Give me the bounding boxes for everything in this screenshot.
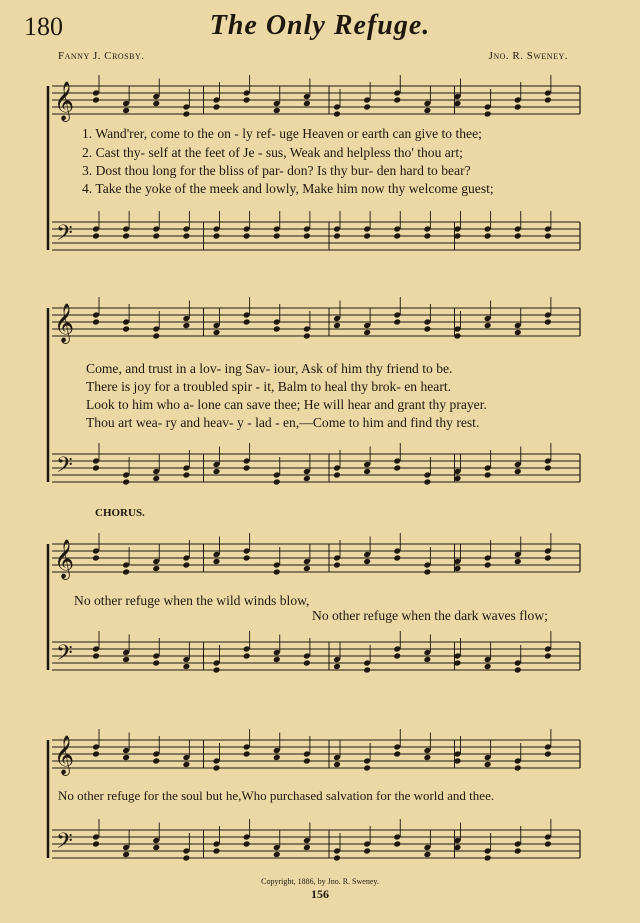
system-2-bass-note <box>514 468 522 475</box>
verse-4-line-1: 4. Take the yoke of the meek and lowly, Make him now thy welcome guest; <box>82 181 494 196</box>
system-1-treble-note <box>122 107 130 114</box>
system-1-bass-note <box>363 232 371 239</box>
system-2-treble-note <box>273 325 281 332</box>
chorus-line-1: No other refuge when the wild winds blow, <box>74 593 310 608</box>
system-4-bass-note <box>393 840 401 847</box>
system-4-bass-note <box>484 854 492 861</box>
chorus-line-3: No other refuge for the soul but he,Who purchased salvation for the world and thee. <box>58 788 495 803</box>
system-1-bass-note <box>514 232 522 239</box>
system-4-treble-note <box>393 750 401 757</box>
system-2-bass-note <box>182 471 190 478</box>
system-1-bass-note <box>243 232 251 239</box>
system-4-bass-note <box>152 844 160 851</box>
verse-1-line-1: 1. Wand'rer, come to the on - ly ref- uge Heaven or earth can give to thee; <box>82 126 482 141</box>
system-3-bass-note <box>182 663 190 670</box>
system-4-treble-note <box>544 750 552 757</box>
system-4-bass-note <box>182 854 190 861</box>
system-1-treble-note <box>213 103 221 110</box>
system-4-treble-note <box>333 761 341 768</box>
system-2-treble-note <box>92 318 100 325</box>
system-1-treble-note <box>303 100 311 107</box>
system-4-bass-note <box>273 851 281 858</box>
system-4-bass-note <box>92 840 100 847</box>
system-1-treble-note <box>152 100 160 107</box>
system-4-treble-clef: 𝄞 <box>54 737 75 774</box>
system-2-bass-note <box>152 475 160 482</box>
system-1-bass-note <box>484 232 492 239</box>
system-2-bass-note <box>303 475 311 482</box>
system-3-treble-note <box>484 561 492 568</box>
system-4-treble-note <box>363 764 371 771</box>
system-2-treble-note <box>213 329 221 336</box>
system-4-bass-note <box>303 844 311 851</box>
system-2-treble-note <box>303 332 311 339</box>
system-2-bass-note <box>363 468 371 475</box>
verse-3-line-1: 3. Dost thou long for the bliss of par- don? Is thy bur- den hard to bear? <box>82 163 471 178</box>
system-3-treble-note <box>92 554 100 561</box>
system-3-treble-note <box>152 565 160 572</box>
chorus-label: CHORUS. <box>95 507 145 519</box>
verse-1-line-2: Come, and trust in a lov- ing Sav- iour, Ask of him thy friend to be. <box>86 361 453 376</box>
system-3-bass-note <box>273 656 281 663</box>
system-4-bass-note <box>363 847 371 854</box>
system-4-treble-note <box>182 761 190 768</box>
system-1-bass-note <box>333 232 341 239</box>
system-4-treble-note <box>122 754 130 761</box>
system-2-bass-note <box>273 478 281 485</box>
system-2-treble-note <box>423 325 431 332</box>
verse-3-line-2: Look to him who a- lone can save thee; He will hear and grant thy prayer. <box>86 397 487 412</box>
system-1-treble-note <box>92 96 100 103</box>
system-1-treble-note <box>514 103 522 110</box>
system-2-treble-clef: 𝄞 <box>54 305 75 342</box>
system-3-treble-note <box>333 561 341 568</box>
system-1-treble-note <box>243 96 251 103</box>
verse-4-line-2: Thou art wea- ry and heav- y - lad - en,—Come to him and find thy rest. <box>86 415 480 430</box>
system-2-treble-note <box>152 332 160 339</box>
system-2-bass-clef: 𝄢 <box>56 453 73 482</box>
system-3-treble-note <box>423 568 431 575</box>
verse-2-line-1: 2. Cast thy- self at the feet of Je - sus, Weak and helpless tho' thou art; <box>82 145 463 160</box>
system-3-bass-note <box>544 652 552 659</box>
hymn-title: The Only Refuge. <box>209 10 431 41</box>
system-1-bass-note <box>182 232 190 239</box>
system-3-treble-note <box>544 554 552 561</box>
system-3-treble-note <box>363 558 371 565</box>
system-1-bass-note <box>423 232 431 239</box>
system-4-treble-note <box>213 764 221 771</box>
system-2-bass-note <box>243 464 251 471</box>
system-2-treble-note <box>122 325 130 332</box>
system-3-treble-clef: 𝄞 <box>54 541 75 578</box>
system-3-bass-note <box>303 659 311 666</box>
system-2-treble-note <box>544 318 552 325</box>
system-1-bass-note <box>303 232 311 239</box>
system-3-bass-note <box>423 656 431 663</box>
system-3-bass-note <box>92 652 100 659</box>
system-2-treble-note <box>333 322 341 329</box>
system-1-bass-note <box>544 232 552 239</box>
system-2-treble-note <box>182 322 190 329</box>
system-4-bass-note <box>544 840 552 847</box>
system-2-bass-note <box>393 464 401 471</box>
system-2-treble-note <box>243 318 251 325</box>
system-1-bass-clef: 𝄢 <box>56 221 73 250</box>
composer: Jno. R. Sweney. <box>488 50 568 62</box>
system-4-treble-note <box>514 764 522 771</box>
system-3-treble-note <box>303 565 311 572</box>
system-4-bass-note <box>514 847 522 854</box>
system-3-bass-note <box>514 666 522 673</box>
verse-2-line-2: There is joy for a troubled spir - it, Balm to heal thy brok- en heart. <box>86 379 452 394</box>
copyright: Copyright, 1886, by Jno. R. Sweney. <box>261 877 379 886</box>
system-3-treble-note <box>122 568 130 575</box>
system-3-treble-note <box>393 554 401 561</box>
system-1-treble-note <box>363 103 371 110</box>
system-4-bass-note <box>333 854 341 861</box>
system-4-treble-note <box>303 757 311 764</box>
system-4-treble-note <box>484 761 492 768</box>
system-1-treble-note <box>333 110 341 117</box>
system-1-bass-note <box>213 232 221 239</box>
system-1-bass-note <box>92 232 100 239</box>
system-4-bass-note <box>122 851 130 858</box>
system-2-bass-note <box>213 468 221 475</box>
system-3-treble-note <box>273 568 281 575</box>
system-4-treble-note <box>92 750 100 757</box>
system-1-bass-note <box>393 232 401 239</box>
system-1-treble-note <box>484 110 492 117</box>
system-1-bass-note <box>273 232 281 239</box>
system-2-treble-note <box>484 322 492 329</box>
system-3-bass-note <box>213 666 221 673</box>
system-4-bass-clef: 𝄢 <box>56 829 73 858</box>
system-3-bass-note <box>484 663 492 670</box>
system-4-treble-note <box>243 750 251 757</box>
system-2-bass-note <box>423 478 431 485</box>
system-2-treble-note <box>363 329 371 336</box>
system-2-bass-note <box>544 464 552 471</box>
system-2-bass-note <box>92 464 100 471</box>
system-3-treble-note <box>213 558 221 565</box>
system-4-bass-note <box>423 851 431 858</box>
chorus-line-2: No other refuge when the dark waves flow; <box>312 608 548 623</box>
system-1-treble-note <box>182 110 190 117</box>
system-3-treble-note <box>182 561 190 568</box>
system-4-bass-note <box>213 847 221 854</box>
system-4-treble-note <box>423 754 431 761</box>
system-3-bass-note <box>243 652 251 659</box>
system-1-treble-note <box>544 96 552 103</box>
system-2-treble-note <box>514 329 522 336</box>
lyricist: Fanny J. Crosby. <box>58 50 145 62</box>
system-3-bass-note <box>122 656 130 663</box>
system-1-bass-note <box>122 232 130 239</box>
system-3-bass-note <box>333 663 341 670</box>
system-3-bass-note <box>363 666 371 673</box>
system-3-treble-note <box>514 558 522 565</box>
footer-page-number: 156 <box>311 887 329 901</box>
system-1-treble-clef: 𝄞 <box>54 83 75 120</box>
system-3-bass-note <box>393 652 401 659</box>
system-2-bass-note <box>122 478 130 485</box>
system-2-bass-note <box>484 471 492 478</box>
system-1-treble-note <box>423 107 431 114</box>
system-4-treble-note <box>152 757 160 764</box>
system-2-treble-note <box>393 318 401 325</box>
system-4-bass-note <box>243 840 251 847</box>
system-4-treble-note <box>273 754 281 761</box>
system-3-treble-note <box>243 554 251 561</box>
page-number: 180 <box>24 12 63 41</box>
system-3-bass-note <box>152 659 160 666</box>
system-1-bass-note <box>152 232 160 239</box>
system-2-bass-note <box>333 471 341 478</box>
system-1-treble-note <box>273 107 281 114</box>
system-1-treble-note <box>393 96 401 103</box>
system-3-bass-clef: 𝄢 <box>56 641 73 670</box>
